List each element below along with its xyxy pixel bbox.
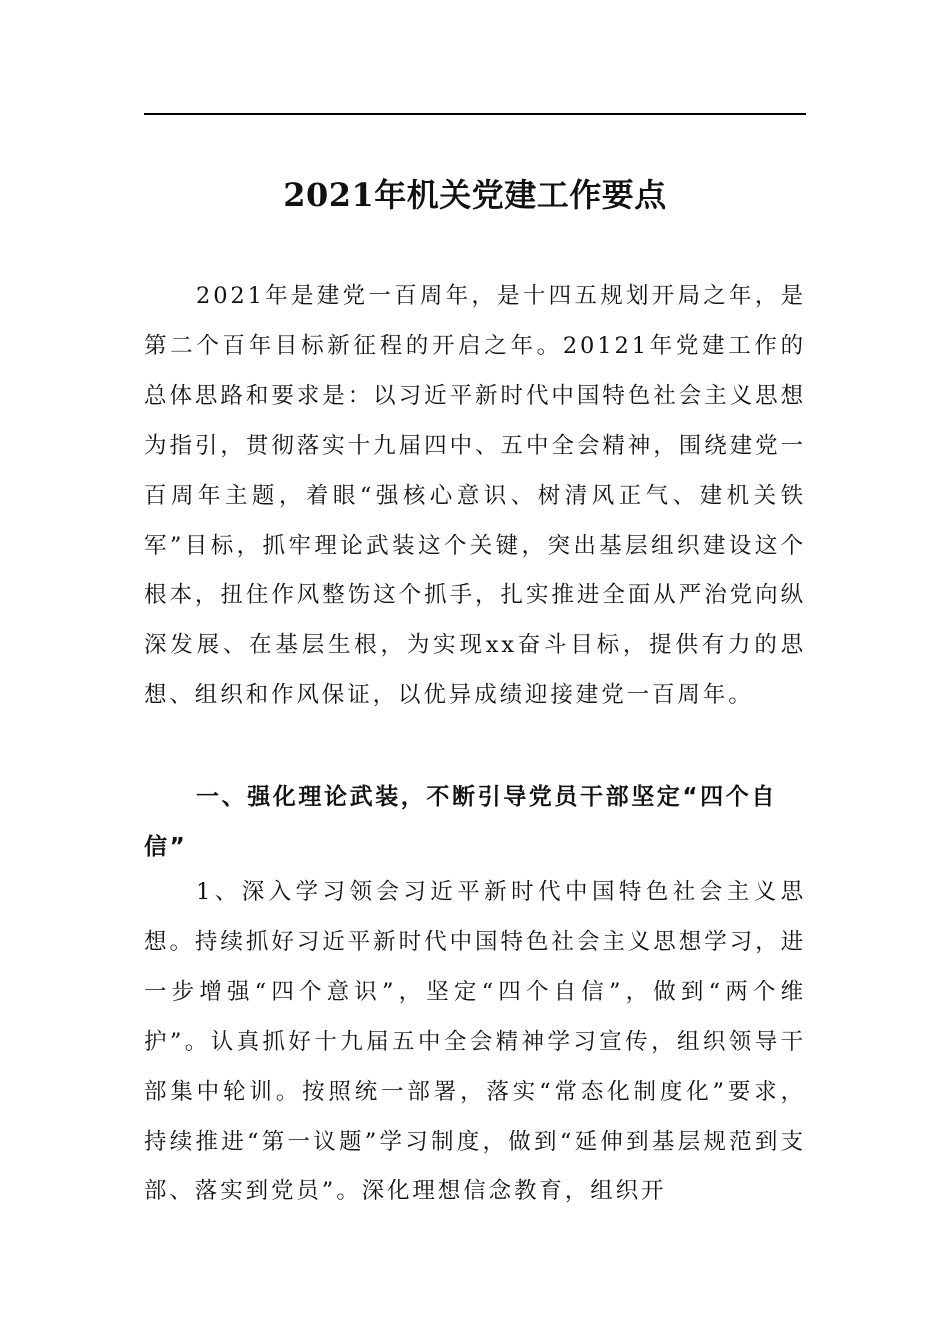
page-title: 2021年机关党建工作要点 <box>283 176 667 214</box>
section-heading: 一、强化理论武装，不断引导党员干部坚定“四个自信” <box>144 784 777 860</box>
item-paragraph: 1、深入学习领会习近平新时代中国特色社会主义思想。持续抓好习近平新时代中国特色社会主义思想学习，进一步增强“四个意识”，坚定“四个自信”，做到“两个维护”。认真抓好十九届五中全会精神学习宣传，组织领导干部集中轮训。按照统一部署，落实“常态化制度化”要求，持续推进“第一议题”学习制度，做到“延伸到基层规范到支部、落实到党员”。深化理想信念教育，组织开 <box>144 879 806 1205</box>
header-rule <box>144 113 806 115</box>
intro-paragraph: 2021年是建党一百周年，是十四五规划开局之年，是第二个百年目标新征程的开启之年。20121年党建工作的总体思路和要求是：以习近平新时代中国特色社会主义思想为指引，贯彻落实十九届四中、五中全会精神，围绕建党一百周年主题，着眼“强核心意识、树清风正气、建机关铁军”目标，抓牢理论武装这个关键，突出基层组织建设这个根本，扭住作风整饬这个抓手，扎实推进全面从严治党向纵深发展、在基层生根，为实现xx奋斗目标，提供有力的思想、组织和作风保证，以优异成绩迎接建党一百周年。 <box>144 283 806 709</box>
